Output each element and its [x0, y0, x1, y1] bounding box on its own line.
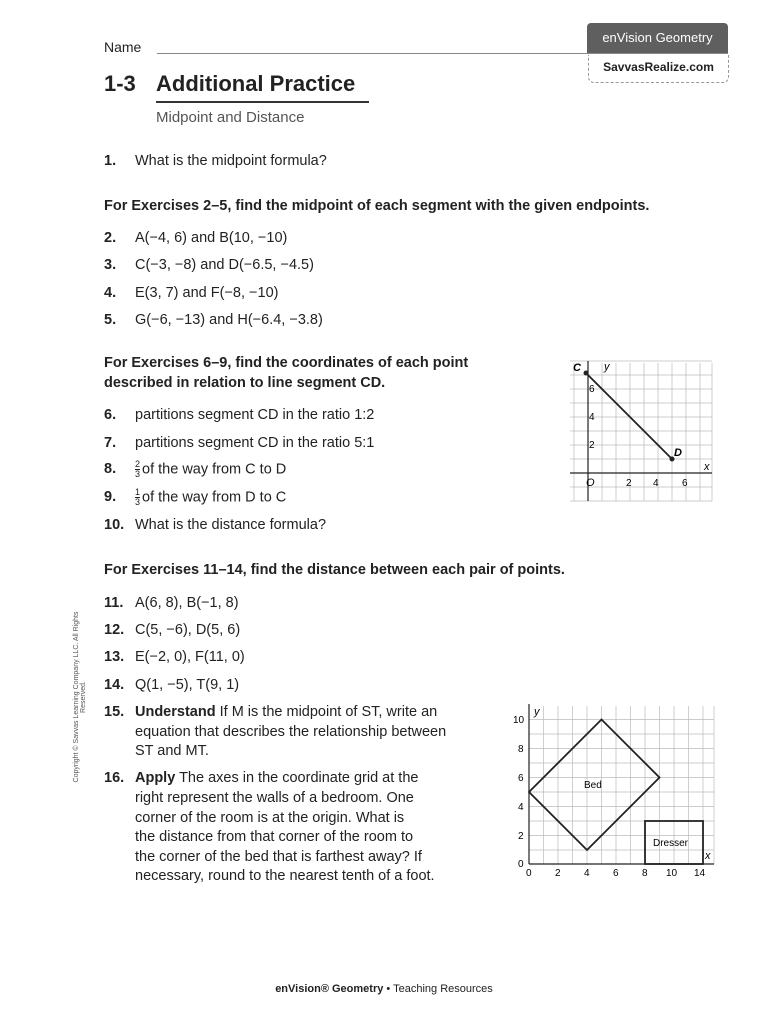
exercise-5 — [104, 312, 323, 328]
graph-cd-segment — [566, 358, 716, 506]
exercise-10 — [104, 517, 326, 533]
fraction-denominator: 3 — [135, 497, 141, 507]
tick-x: 4 — [584, 868, 590, 879]
name-label: Name — [104, 39, 142, 55]
exercise-text: What is the distance formula? — [135, 517, 327, 533]
tick-y: 6 — [589, 384, 595, 395]
exercise-number: 7. — [104, 435, 117, 451]
tick-x: 6 — [613, 868, 619, 879]
exercise-15-line2: equation that describes the relationship between — [135, 724, 447, 740]
exercise-2 — [104, 230, 287, 246]
segment-cd — [586, 373, 672, 459]
point-c — [584, 371, 589, 376]
tick-y: 0 — [518, 859, 524, 870]
exercise-16-line3: corner of the room is at the origin. What is — [135, 810, 405, 826]
exercise-1 — [104, 153, 327, 169]
name-line — [157, 53, 728, 54]
exercise-number: 2. — [104, 230, 117, 246]
graph-bedroom — [508, 702, 718, 880]
exercise-number: 14. — [104, 677, 125, 693]
exercise-number: 1. — [104, 153, 117, 169]
footer-brand: enVision® Geometry — [275, 983, 384, 995]
footer-text: • Teaching Resources — [383, 983, 493, 995]
exercise-text: partitions segment CD in the ratio 1:2 — [135, 407, 375, 423]
tick-x: 14 — [694, 868, 706, 879]
tick-x: 2 — [555, 868, 561, 879]
title-divider — [156, 101, 369, 103]
exercise-text: If M is the midpoint of ST, write an — [219, 704, 438, 720]
exercise-number: 11. — [104, 595, 124, 611]
exercise-6 — [104, 407, 374, 423]
exercise-8 — [104, 460, 286, 479]
page-title: Additional Practice — [156, 71, 356, 96]
exercise-label: Understand — [135, 704, 216, 720]
label-x: x — [704, 461, 710, 473]
exercise-text: G(−6, −13) and H(−6.4, −3.8) — [135, 312, 323, 328]
label-d: D — [674, 447, 682, 459]
label-x: x — [705, 850, 711, 862]
fraction — [135, 460, 140, 479]
exercise-16-line5: the corner of the bed that is farthest away? If — [135, 849, 422, 865]
tick-y: 2 — [589, 440, 595, 451]
tick-x: 0 — [526, 868, 532, 879]
exercise-16-line4: the distance from that corner of the room to — [135, 829, 414, 845]
directions-11-14: For Exercises 11–14, find the distance between each pair of points. — [104, 562, 565, 578]
lesson-number: 1-3 — [104, 71, 136, 96]
tick-y: 4 — [589, 412, 595, 423]
directions-6-9-line1: For Exercises 6–9, find the coordinates of each point — [104, 355, 469, 371]
exercise-number: 5. — [104, 312, 117, 328]
tick-x: 4 — [653, 478, 659, 489]
directions-2-5: For Exercises 2–5, find the midpoint of each segment with the given endpoints. — [104, 198, 650, 214]
exercise-text: A(6, 8), B(−1, 8) — [135, 595, 239, 611]
footer — [0, 983, 768, 995]
fraction — [135, 488, 140, 507]
bed-label: Bed — [584, 780, 602, 791]
exercise-12 — [104, 622, 240, 638]
exercise-16-line6: necessary, round to the nearest tenth of a foot. — [135, 868, 435, 884]
exercise-text: of the way from C to D — [142, 461, 287, 478]
exercise-text: A(−4, 6) and B(10, −10) — [135, 230, 288, 246]
dresser-label: Dresser — [653, 838, 689, 849]
exercise-15 — [104, 704, 437, 720]
label-y: y — [534, 706, 540, 718]
exercise-text: of the way from D to C — [142, 489, 287, 506]
tick-y: 6 — [518, 773, 524, 784]
brand-logo: enVision Geometry — [587, 23, 728, 53]
exercise-number: 10. — [104, 517, 125, 533]
exercise-4 — [104, 285, 278, 301]
tick-y: 8 — [518, 744, 524, 755]
exercise-text: C(−3, −8) and D(−6.5, −4.5) — [135, 257, 314, 273]
exercise-16-line2: right represent the walls of a bedroom. One — [135, 790, 414, 806]
tick-x: 6 — [682, 478, 688, 489]
exercise-15-line3: ST and MT. — [135, 743, 209, 759]
exercise-9 — [104, 488, 286, 507]
exercise-number: 12. — [104, 622, 125, 638]
exercise-3 — [104, 257, 314, 273]
tick-x: 2 — [626, 478, 632, 489]
label-c: C — [573, 362, 581, 374]
tick-x: 8 — [642, 868, 648, 879]
exercise-text: E(−2, 0), F(11, 0) — [135, 649, 245, 665]
label-origin: O — [586, 477, 595, 489]
tick-x: 10 — [666, 868, 678, 879]
copyright-notice: Copyright © Savvas Learning Company LLC. All Rights Reserved. — [73, 611, 87, 783]
exercise-number: 3. — [104, 257, 117, 273]
fraction-denominator: 3 — [135, 469, 141, 479]
fraction-numerator: 2 — [135, 459, 141, 469]
website-label: SavvasRealize.com — [588, 55, 729, 83]
exercise-text: partitions segment CD in the ratio 5:1 — [135, 435, 375, 451]
exercise-number: 13. — [104, 649, 125, 665]
tick-y: 2 — [518, 831, 524, 842]
exercise-13 — [104, 649, 245, 665]
tick-y: 10 — [513, 715, 525, 726]
exercise-text: Q(1, −5), T(9, 1) — [135, 677, 240, 693]
exercise-number: 6. — [104, 407, 117, 423]
exercise-number: 4. — [104, 285, 117, 301]
exercise-7 — [104, 435, 374, 451]
exercise-number: 16. — [104, 770, 125, 786]
exercise-11 — [104, 595, 239, 611]
tick-y: 4 — [518, 802, 524, 813]
exercise-text: What is the midpoint formula? — [135, 153, 327, 169]
exercise-text: The axes in the coordinate grid at the — [179, 770, 419, 786]
directions-6-9-line2: described in relation to line segment CD. — [104, 375, 386, 391]
exercise-16 — [104, 770, 418, 786]
exercise-14 — [104, 677, 239, 693]
exercise-text: E(3, 7) and F(−8, −10) — [135, 285, 279, 301]
exercise-number: 15. — [104, 704, 125, 720]
exercise-label: Apply — [135, 770, 176, 786]
fraction-numerator: 1 — [135, 487, 141, 497]
label-y: y — [604, 361, 610, 373]
exercise-number: 9. — [104, 489, 117, 506]
exercise-number: 8. — [104, 461, 117, 478]
exercise-text: C(5, −6), D(5, 6) — [135, 622, 241, 638]
page-subtitle: Midpoint and Distance — [156, 109, 305, 126]
